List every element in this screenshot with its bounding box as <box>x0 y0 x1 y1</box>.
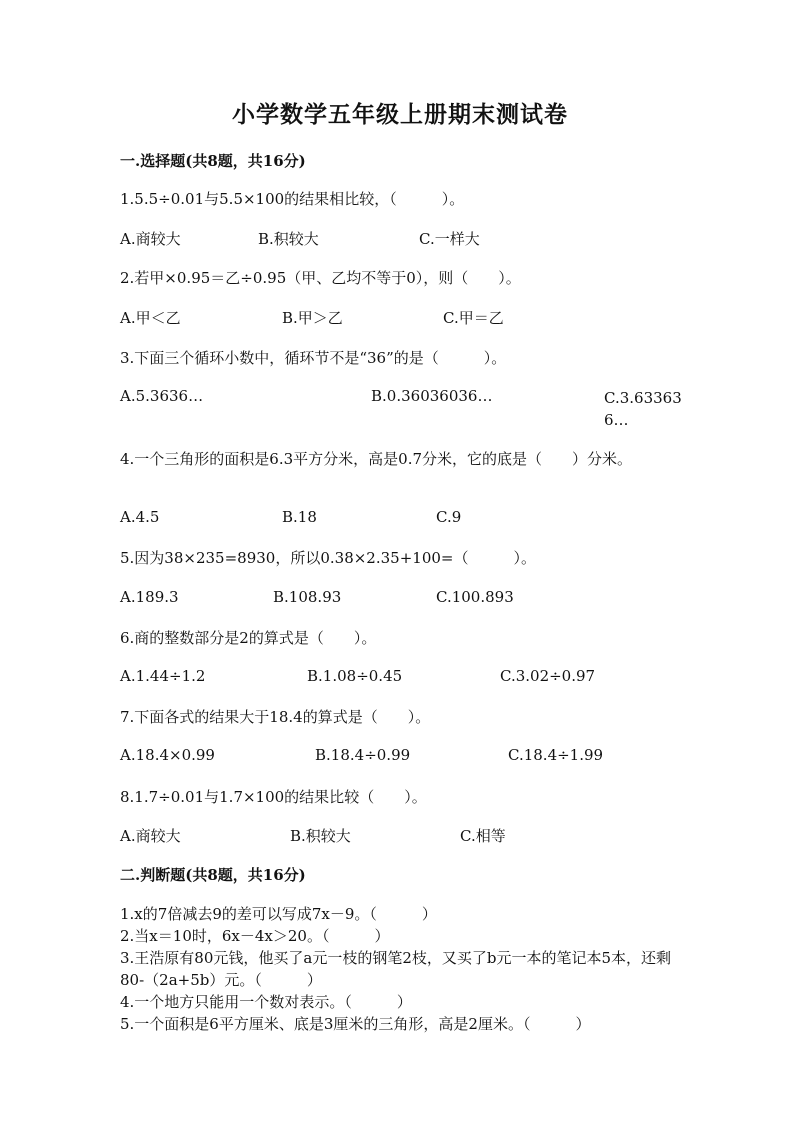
question-6: 6.商的整数部分是2的算式是（ ）。 <box>120 629 377 647</box>
q8-option-c: C.相等 <box>460 827 506 845</box>
q5-option-c: C.100.893 <box>436 588 514 606</box>
question-4: 4.一个三角形的面积是6.3平方分米，高是0.7分米，它的底是（ ）分米。 <box>120 450 633 468</box>
q2-option-c: C.甲＝乙 <box>443 309 504 327</box>
section-heading-judgement: 二.判断题(共8题，共16分) <box>120 866 306 884</box>
question-3: 3.下面三个循环小数中，循环节不是“36”的是（ ）。 <box>120 349 507 367</box>
page-title: 小学数学五年级上册期末测试卷 <box>232 101 568 128</box>
q6-option-a: A.1.44÷1.2 <box>120 667 206 685</box>
question-8: 8.1.7÷0.01与1.7×100的结果比较（ ）。 <box>120 788 427 806</box>
q1-option-a: A.商较大 <box>120 230 181 248</box>
q4-option-a: A.4.5 <box>120 508 160 526</box>
question-2: 2.若甲×0.95＝乙÷0.95（甲、乙均不等于0），则（ ）。 <box>120 269 521 287</box>
q8-option-b: B.积较大 <box>290 827 351 845</box>
judge-item-5: 5.一个面积是6平方厘米、底是3厘米的三角形，高是2厘米。（ ） <box>120 1015 591 1033</box>
q6-option-c: C.3.02÷0.97 <box>500 667 596 685</box>
question-7: 7.下面各式的结果大于18.4的算式是（ ）。 <box>120 708 431 726</box>
judge-item-4: 4.一个地方只能用一个数对表示。（ ） <box>120 993 412 1011</box>
q1-option-b: B.积较大 <box>258 230 319 248</box>
judge-item-1: 1.x的7倍减去9的差可以写成7x－9。（ ） <box>120 905 437 923</box>
q3-option-a: A.5.3636… <box>120 387 204 405</box>
question-1: 1.5.5÷0.01与5.5×100的结果相比较，（ ）。 <box>120 190 465 208</box>
q3-option-b: B.0.36036036… <box>371 387 493 405</box>
section-heading-choice: 一.选择题(共8题，共16分) <box>120 152 306 170</box>
judge-item-2: 2.当x＝10时，6x－4x＞20。（ ） <box>120 927 390 945</box>
q7-option-b: B.18.4÷0.99 <box>315 746 411 764</box>
q8-option-a: A.商较大 <box>120 827 181 845</box>
q4-option-b: B.18 <box>282 508 317 526</box>
judge-item-3: 3.王浩原有80元钱，他买了a元一枝的钢笔2枝，又买了b元一本的笔记本5本，还剩80-（2a+5b）元。（ ） <box>120 949 672 989</box>
q7-option-a: A.18.4×0.99 <box>120 746 215 764</box>
q5-option-a: A.189.3 <box>120 588 179 606</box>
question-5: 5.因为38×235=8930，所以0.38×2.35+100=（ ）。 <box>120 549 536 567</box>
q2-option-a: A.甲＜乙 <box>120 309 181 327</box>
q2-option-b: B.甲＞乙 <box>282 309 343 327</box>
q4-option-c: C.9 <box>436 508 462 526</box>
q7-option-c: C.18.4÷1.99 <box>508 746 604 764</box>
q5-option-b: B.108.93 <box>273 588 342 606</box>
q3-option-c: C.3.633636… <box>604 389 682 429</box>
q1-option-c: C.一样大 <box>419 230 480 248</box>
q6-option-b: B.1.08÷0.45 <box>307 667 403 685</box>
